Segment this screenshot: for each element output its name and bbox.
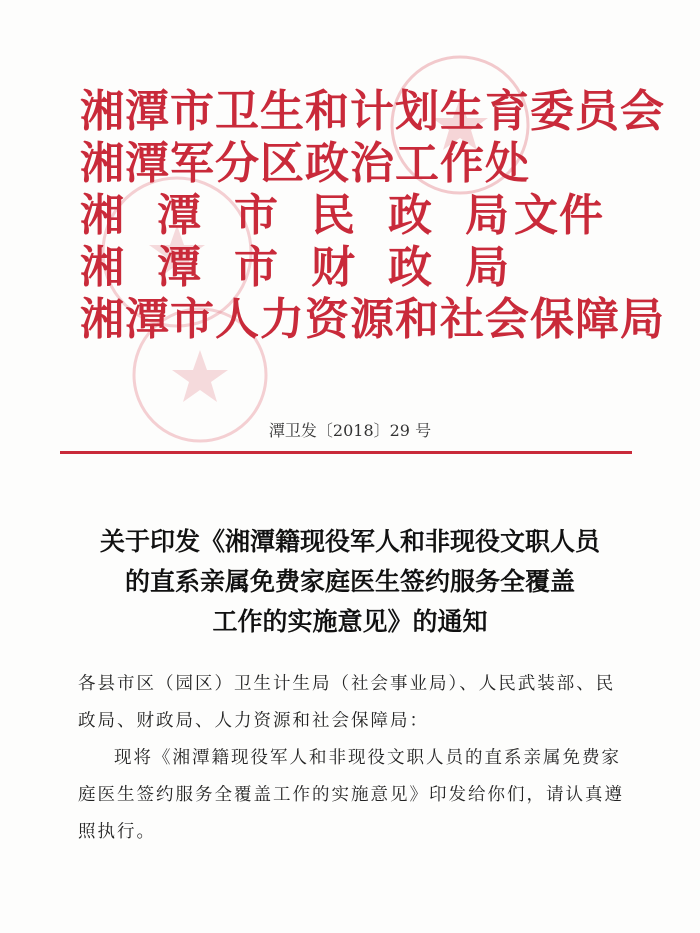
title-line: 工作的实施意见》的通知 — [212, 607, 488, 636]
document-type-label: 文件 — [514, 190, 604, 241]
main-paragraph: 现将《湘潭籍现役军人和非现役文职人员的直系亲属免费家庭医生签约服务全覆盖工作的实施意见》印发给你们，请认真遵照执行。 — [78, 748, 624, 842]
document-title — [60, 522, 640, 642]
issuer-finance-bureau: 湘 潭 市 财 政 局 — [80, 242, 510, 293]
issuer-hr-social-security: 湘潭市人力资源和社会保障局 — [80, 294, 665, 345]
title-line: 的直系亲属免费家庭医生签约服务全覆盖 — [124, 567, 575, 596]
title-line: 关于印发《湘潭籍现役军人和非现役文职人员 — [99, 527, 600, 556]
issuer-health-commission: 湘潭市卫生和计划生育委员会 — [80, 86, 665, 137]
recipients-paragraph: 各县市区（园区）卫生计生局（社会事业局）、人民武装部、民政局、财政局、人力资源和社会保障局： — [78, 674, 616, 731]
issuer-military-subdistrict: 湘潭军分区政治工作处 — [80, 138, 530, 189]
issuing-authorities — [80, 86, 665, 346]
document-body — [78, 666, 634, 851]
issuer-civil-affairs: 湘 潭 市 民 政 局 文件 — [80, 190, 604, 241]
red-divider-line — [60, 451, 632, 454]
document-number: 潭卫发〔2018〕29 号 — [268, 421, 432, 440]
